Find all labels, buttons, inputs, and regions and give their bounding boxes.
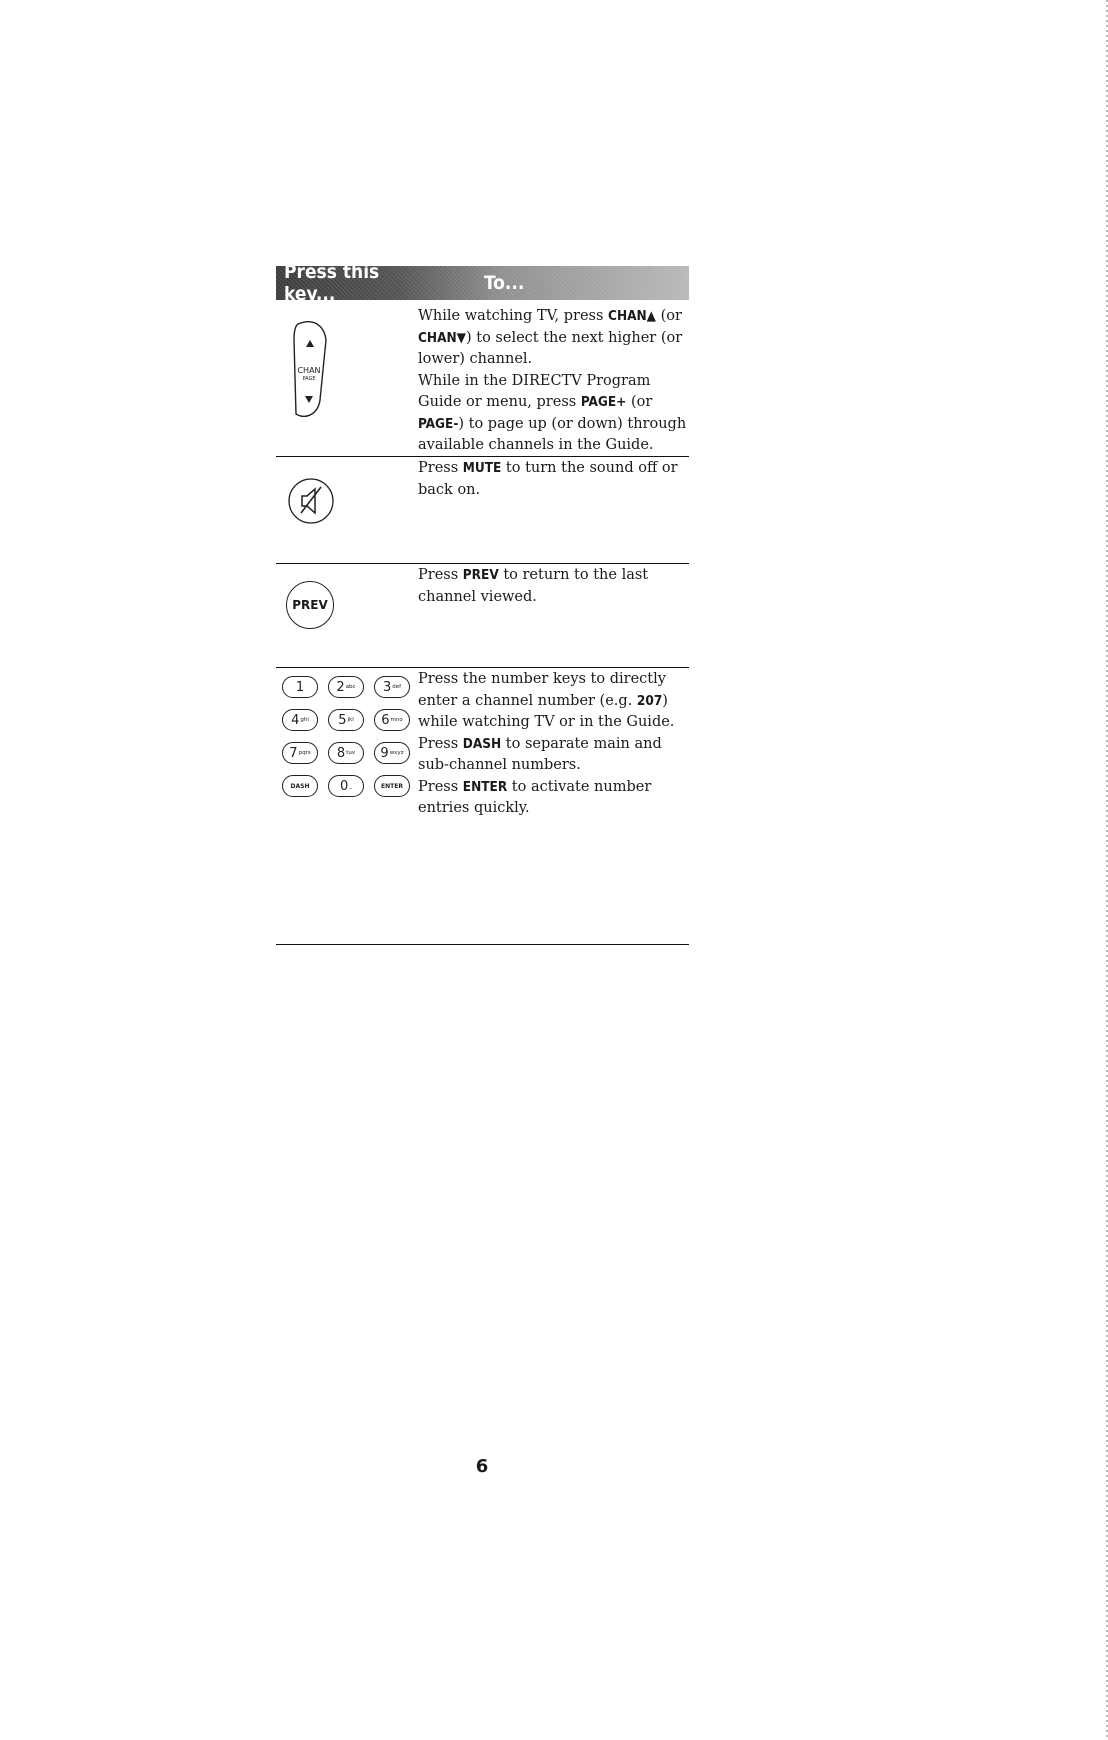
- keypad-key: [374, 709, 410, 731]
- key-cell-chan: [276, 300, 416, 456]
- table-row-prev: [276, 563, 689, 667]
- keypad-key: [328, 709, 364, 731]
- header-to: To...: [484, 272, 525, 294]
- keypad-key: [328, 676, 364, 698]
- keypad-key: [328, 775, 364, 797]
- desc-chan-p1: While watching TV, press CHAN▲ (or CHAN▼) to select the next higher (or lower) channel.: [418, 308, 683, 367]
- desc-mute: Press MUTE to turn the sound off or back on.: [418, 460, 678, 498]
- keypad-key-letters: ENTER: [381, 782, 403, 790]
- keypad-key-number: 4: [291, 712, 300, 728]
- keypad-key-letters: wxyz: [389, 750, 404, 756]
- keypad-key-letters: DASH: [290, 782, 310, 790]
- keypad-key-letters: ghi: [300, 717, 309, 723]
- desc-keypad-p1: Press the number keys to directly enter a channel number (e.g. 207) while watching TV or in the Guide.: [418, 671, 675, 730]
- keypad-key-number: 6: [381, 712, 390, 728]
- keypad-key-number: 0: [339, 778, 349, 794]
- keypad-key-letters: abc: [345, 684, 356, 690]
- keypad-key-letters: pqrs: [298, 750, 311, 756]
- keypad-key-letters: def: [392, 684, 402, 690]
- number-keypad-icon: [282, 676, 416, 812]
- header-press-key: Press this key...: [284, 261, 380, 305]
- keypad-key-letters: mno: [390, 717, 403, 723]
- page-number: 6: [475, 1456, 489, 1477]
- desc-cell-mute: [416, 457, 689, 563]
- key-cell-mute: [276, 457, 416, 563]
- keypad-key: [282, 709, 318, 731]
- table-row-mute: [276, 456, 689, 563]
- chan-page-rocker-icon: [284, 316, 344, 426]
- keypad-key-number: 9: [380, 745, 389, 761]
- desc-keypad-p3: Press ENTER to activate number entries quickly.: [418, 778, 652, 816]
- key-function-table: [276, 261, 689, 868]
- key-cell-keypad: [276, 668, 416, 868]
- keypad-key-number: 7: [289, 745, 298, 761]
- keypad-key: [328, 742, 364, 764]
- keypad-key: [282, 775, 318, 797]
- keypad-key-number: 8: [336, 745, 346, 761]
- table-header: [276, 261, 689, 305]
- desc-prev: Press PREV to return to the last channel viewed.: [418, 567, 649, 605]
- keypad-key-letters: tuv: [346, 750, 356, 756]
- prev-key-label: PREV: [292, 598, 328, 612]
- keypad-key: [374, 775, 410, 797]
- page-label: PAGE: [302, 376, 316, 382]
- keypad-key-number: 1: [295, 679, 305, 695]
- keypad-key: [282, 676, 318, 698]
- keypad-key: [282, 742, 318, 764]
- desc-cell-keypad: [416, 668, 689, 868]
- keypad-key-letters: _: [349, 783, 353, 789]
- table-bottom-rule: [276, 944, 689, 945]
- key-cell-prev: [276, 564, 416, 667]
- table-row-chan: [276, 300, 689, 456]
- prev-button-icon: [286, 581, 334, 629]
- keypad-key: [374, 676, 410, 698]
- desc-cell-prev: [416, 564, 689, 667]
- keypad-key: [374, 742, 410, 764]
- keypad-key-letters: jkl: [347, 717, 354, 723]
- keypad-key-number: 5: [338, 712, 347, 728]
- table-row-keypad: [276, 667, 689, 868]
- keypad-key-number: 2: [336, 679, 345, 695]
- mute-icon: [285, 473, 345, 533]
- desc-chan-p2: While in the DIRECTV Program Guide or menu, press PAGE+ (or PAGE-) to page up (or down) through available channels in the Guide.: [418, 372, 687, 453]
- chan-label: CHAN: [297, 366, 321, 375]
- keypad-key-number: 3: [382, 679, 392, 695]
- desc-keypad-p2: Press DASH to separate main and sub-channel numbers.: [418, 735, 662, 773]
- desc-cell-chan: [416, 300, 689, 456]
